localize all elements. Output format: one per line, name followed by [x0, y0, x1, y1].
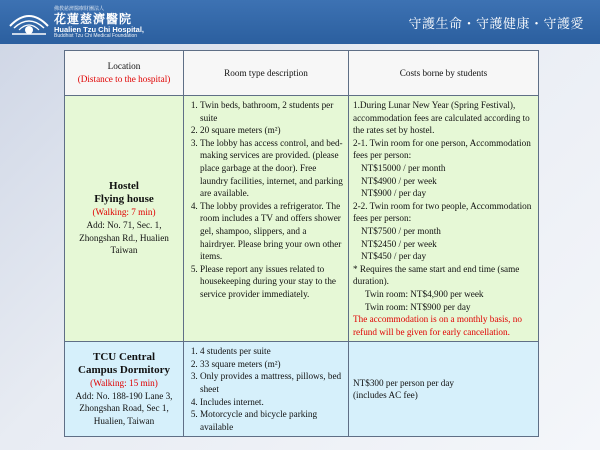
hospital-logo[interactable] [8, 6, 144, 40]
location-name-line2: Campus Dormitory [78, 364, 170, 377]
room-item: 1. 4 students per suite [200, 345, 344, 358]
cost-line: * Requires the same start and end time (same duration). [353, 263, 520, 287]
cost-note: The accommodation is on a monthly basis, no refund will be given for early cancellation. [353, 314, 522, 337]
room-item: 2. 33 square meters (m²) [200, 358, 344, 371]
room-description-cell [184, 96, 349, 342]
room-item: 2. 20 square meters (m²) [200, 124, 344, 137]
tzu-chi-emblem-icon [8, 8, 50, 38]
cost-line: 2-2. Twin room for two people, Accommodation fees per person: [353, 200, 532, 224]
walking-time: (Walking: 15 min) [90, 378, 158, 389]
room-item: 5. Please report any issues related to housekeeping during your stay to the service provider immediately. [200, 263, 344, 301]
table-row [65, 342, 539, 437]
address: Add: No. 188-190 Lane 3, Zhongshan Road, Sec 1, Hualien, Taiwan [75, 390, 173, 426]
room-item: 4. Includes internet. [200, 396, 344, 409]
cost-line: (includes AC fee) [353, 390, 418, 401]
cost-cell [349, 96, 539, 342]
room-item: 3. The lobby has access control, and bed-making services are provided. (please place garbage at the door). Free laundry facilities, internet, and parking are available. [200, 137, 344, 200]
cost-line: NT$2450 / per week [361, 238, 437, 249]
location-cell [65, 96, 184, 342]
content-area [0, 44, 600, 450]
cost-line: NT$300 per person per day [353, 377, 455, 388]
location-cell [65, 342, 184, 437]
cost-line: NT$900 / per day [361, 188, 427, 199]
cost-line: NT$450 / per day [361, 251, 427, 262]
logo-small-text: 佛教慈濟醫療財團法人 [54, 5, 105, 12]
cost-line: 2-1. Twin room for one person, Accommodation fees per person: [353, 137, 531, 161]
cost-line: 1.During Lunar New Year (Spring Festival), accommodation fees are calculated according to the rates set by hostel. [353, 100, 530, 136]
location-name-line2: Flying house [94, 193, 154, 206]
header-cost: Costs borne by students [349, 51, 539, 96]
cost-line: NT$4900 / per week [361, 175, 437, 186]
room-item: 1. Twin beds, bathroom, 2 students per suite [200, 99, 344, 124]
cost-line: Twin room: NT$900 per day [365, 301, 471, 312]
location-name-line1: Hostel [109, 180, 139, 193]
table-header-row [65, 51, 539, 96]
location-name-line1: TCU Central [92, 351, 156, 364]
room-item: 3. Only provides a mattress, pillows, bed sheet [200, 370, 344, 395]
header-location-label: Location [107, 61, 141, 72]
room-description-cell [184, 342, 349, 437]
cost-line: NT$7500 / per month [361, 225, 441, 236]
cost-line: Twin room: NT$4,900 per week [365, 288, 484, 299]
logo-chinese-name: 花蓮慈濟醫院 [54, 11, 133, 26]
logo-english-name: Hualien Tzu Chi Hospital, [54, 24, 145, 34]
header-location [65, 51, 184, 96]
address: Add: No. 71, Sec. 1, Zhongshan Rd., Hualien Taiwan [79, 220, 169, 256]
cost-cell [349, 342, 539, 437]
slogan: 守護生命・守護健康・守護愛 [408, 17, 584, 32]
header-room: Room type description [184, 51, 349, 96]
cost-line: NT$15000 / per month [361, 162, 446, 173]
table-row [65, 96, 539, 342]
accommodation-table [64, 50, 539, 437]
walking-time: (Walking: 7 min) [92, 207, 156, 218]
room-item: 4. The lobby provides a refrigerator. The room includes a TV and offers shower gel, shampoo, slippers, and a hairdryer. Please bring your own other items. [200, 200, 344, 263]
header-location-sub: (Distance to the hospital) [77, 74, 171, 84]
room-item: 5. Motorcycle and bicycle parking available [200, 408, 344, 433]
header-bar [0, 0, 600, 44]
logo-foundation-name: Buddhist Tzu Chi Medical Foundation [54, 33, 138, 40]
